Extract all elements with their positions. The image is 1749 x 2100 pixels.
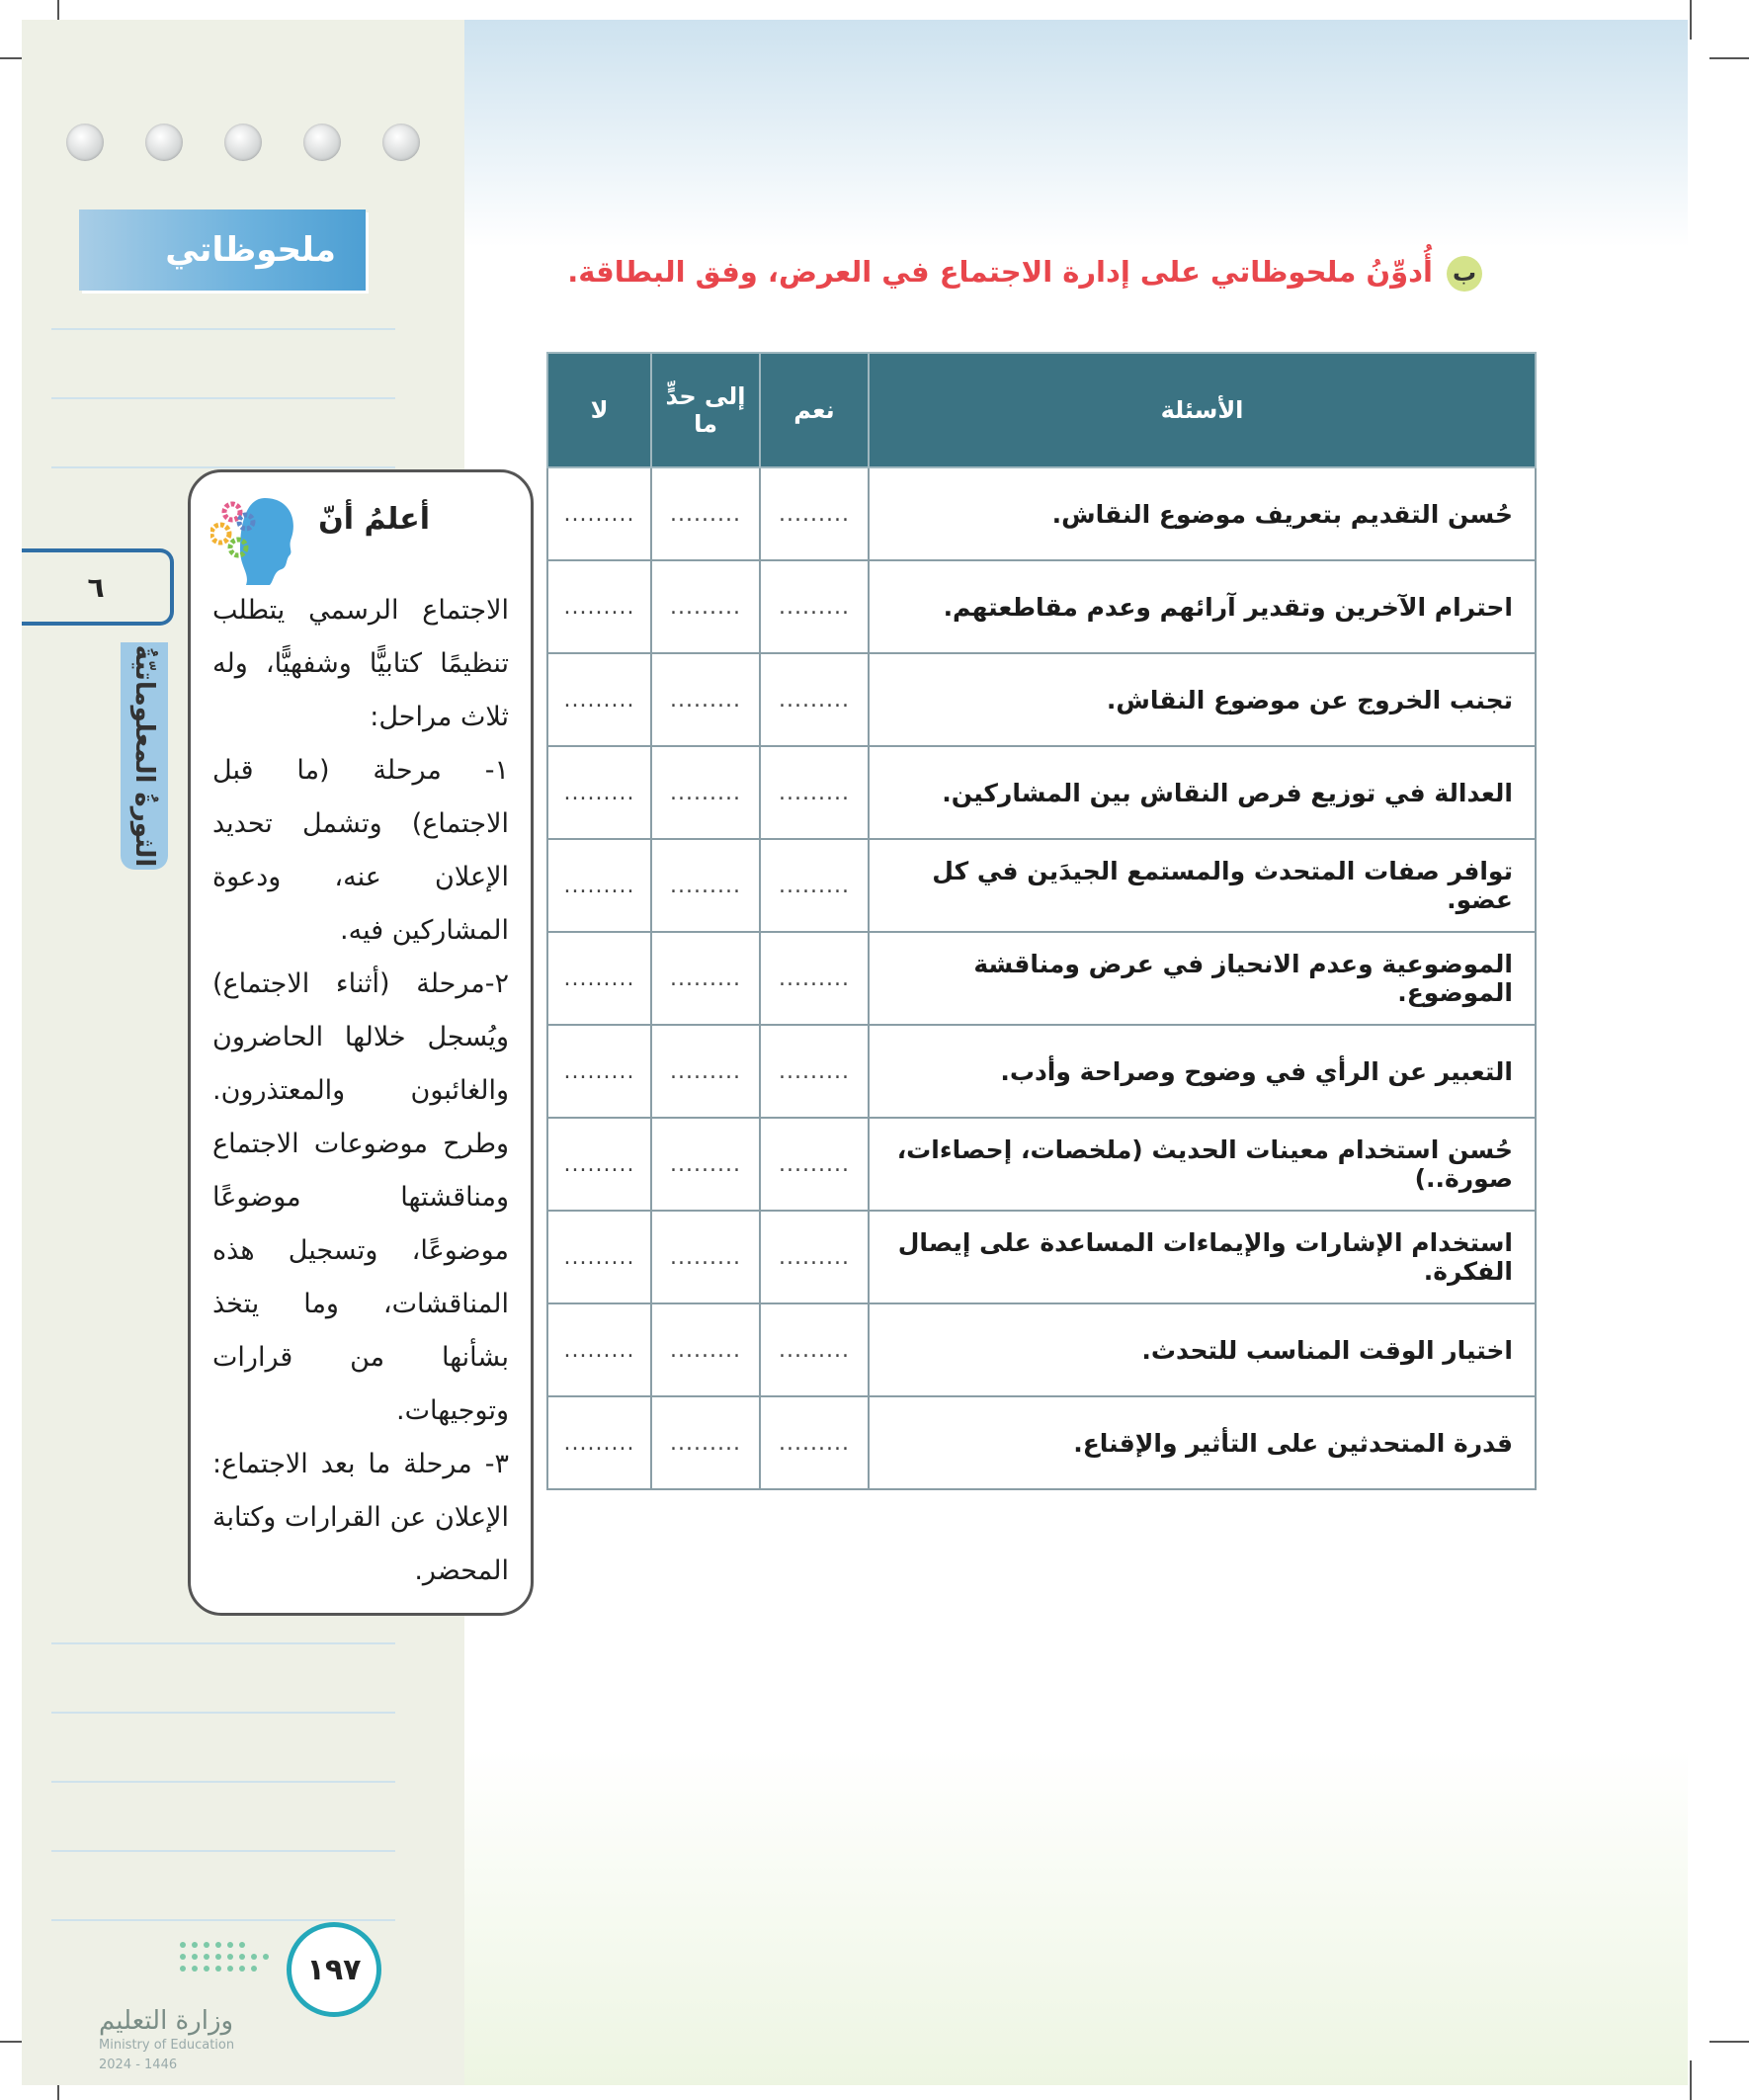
answer-somewhat-cell[interactable]: ......... — [651, 467, 760, 560]
note-line — [51, 1850, 395, 1852]
answer-somewhat-cell[interactable]: ......... — [651, 1396, 760, 1489]
head-gears-icon — [210, 490, 299, 589]
page-number: ١٩٧ — [287, 1922, 381, 2017]
header-questions: الأسئلة — [869, 353, 1536, 467]
edition-year: 2024 - 1446 — [99, 2058, 178, 2072]
notes-banner: ملحوظاتي — [79, 210, 366, 291]
info-stage-3: ٣- مرحلة ما بعد الاجتماع: الإعلان عن القرارات وكتابة المحضر. — [212, 1449, 509, 1586]
answer-yes-cell[interactable]: ......... — [760, 1211, 869, 1303]
answer-somewhat-cell[interactable]: ......... — [651, 1211, 760, 1303]
chapter-title: الثورةُ المعلوماتيّةُ — [129, 644, 159, 868]
info-box — [188, 469, 534, 1616]
table-row — [547, 560, 1536, 653]
answer-somewhat-cell[interactable]: ......... — [651, 1025, 760, 1118]
answer-somewhat-cell[interactable]: ......... — [651, 839, 760, 932]
info-box-text — [212, 584, 509, 1598]
binder-holes — [66, 124, 420, 161]
question-cell: احترام الآخرين وتقدير آرائهم وعدم مقاطعتهم. — [869, 560, 1536, 653]
answer-yes-cell[interactable]: ......... — [760, 1025, 869, 1118]
question-cell: العدالة في توزيع فرص النقاش بين المشاركين. — [869, 746, 1536, 839]
answer-somewhat-cell[interactable]: ......... — [651, 746, 760, 839]
answer-yes-cell[interactable]: ......... — [760, 839, 869, 932]
note-line — [51, 466, 395, 468]
chapter-tab — [121, 642, 168, 870]
table-row — [547, 839, 1536, 932]
table-row — [547, 1118, 1536, 1211]
answer-no-cell[interactable]: ......... — [547, 1303, 651, 1396]
table-row — [547, 1211, 1536, 1303]
table-row — [547, 467, 1536, 560]
answer-yes-cell[interactable]: ......... — [760, 746, 869, 839]
answer-no-cell[interactable]: ......... — [547, 746, 651, 839]
note-line — [51, 1781, 395, 1783]
info-stage-2: ٢-مرحلة (أثناء الاجتماع) ويُسجل خلالها الحاضرون والغائبون والمعتذرون. وطرح موضوعات الاجتماع ومناقشتها موضوعًا موضوعًا، وتسجيل هذه المناقشات، وما يتخذ بشأنها من قرارات وتوجيهات. — [212, 968, 509, 1426]
answer-yes-cell[interactable]: ......... — [760, 560, 869, 653]
binder-hole — [66, 124, 104, 161]
header-no: لا — [547, 353, 651, 467]
observation-card-table — [546, 352, 1537, 1490]
answer-no-cell[interactable]: ......... — [547, 1025, 651, 1118]
answer-no-cell[interactable]: ......... — [547, 1118, 651, 1211]
table-header-row — [547, 353, 1536, 467]
answer-no-cell[interactable]: ......... — [547, 932, 651, 1025]
question-cell: قدرة المتحدثين على التأثير والإقناع. — [869, 1396, 1536, 1489]
item-marker: ب — [1447, 256, 1482, 292]
answer-no-cell[interactable]: ......... — [547, 1396, 651, 1489]
info-stage-1: ١- مرحلة (ما قبل الاجتماع) وتشمل تحديد الإعلان عنه، ودعوة المشاركين فيه. — [212, 755, 509, 946]
answer-no-cell[interactable]: ......... — [547, 467, 651, 560]
question-cell: توافر صفات المتحدث والمستمع الجيدَين في كل عضو. — [869, 839, 1536, 932]
table-row — [547, 932, 1536, 1025]
answer-no-cell[interactable]: ......... — [547, 839, 651, 932]
answer-somewhat-cell[interactable]: ......... — [651, 560, 760, 653]
question-cell: الموضوعية وعدم الانحياز في عرض ومناقشة الموضوع. — [869, 932, 1536, 1025]
table-row — [547, 746, 1536, 839]
table-row — [547, 1303, 1536, 1396]
question-cell: اختيار الوقت المناسب للتحدث. — [869, 1303, 1536, 1396]
note-line — [51, 1642, 395, 1644]
answer-yes-cell[interactable]: ......... — [760, 1303, 869, 1396]
ministry-name-ar: وزارة التعليم — [99, 2006, 234, 2036]
answer-no-cell[interactable]: ......... — [547, 560, 651, 653]
crop-mark — [1690, 0, 1692, 40]
crop-mark — [1709, 2041, 1749, 2043]
binder-hole — [303, 124, 341, 161]
header-yes: نعم — [760, 353, 869, 467]
binder-hole — [382, 124, 420, 161]
table-row — [547, 1396, 1536, 1489]
question-cell: تجنب الخروج عن موضوع النقاش. — [869, 653, 1536, 746]
answer-somewhat-cell[interactable]: ......... — [651, 1118, 760, 1211]
info-intro: الاجتماع الرسمي يتطلب تنظيمًا كتابيًّا وشفهيًّا، وله ثلاث مراحل: — [212, 595, 509, 732]
ministry-name-en: Ministry of Education — [99, 2038, 235, 2053]
answer-no-cell[interactable]: ......... — [547, 1211, 651, 1303]
table-row — [547, 653, 1536, 746]
answer-yes-cell[interactable]: ......... — [760, 1118, 869, 1211]
note-line — [51, 397, 395, 399]
crop-mark — [1709, 57, 1749, 59]
question-cell: حُسن استخدام معينات الحديث (ملخصات، إحصاءات، صورة..) — [869, 1118, 1536, 1211]
header-somewhat: إلى حدٍّ ما — [651, 353, 760, 467]
answer-yes-cell[interactable]: ......... — [760, 932, 869, 1025]
chapter-number: ٦ — [22, 548, 174, 626]
answer-yes-cell[interactable]: ......... — [760, 1396, 869, 1489]
crop-mark — [1690, 2060, 1692, 2100]
binder-hole — [224, 124, 262, 161]
info-box-title: أعلمُ أنّ — [318, 502, 430, 537]
answer-somewhat-cell[interactable]: ......... — [651, 653, 760, 746]
table-row — [547, 1025, 1536, 1118]
question-cell: حُسن التقديم بتعريف موضوع النقاش. — [869, 467, 1536, 560]
instruction — [567, 255, 1482, 292]
answer-yes-cell[interactable]: ......... — [760, 653, 869, 746]
question-cell: استخدام الإشارات والإيماءات المساعدة على إيصال الفكرة. — [869, 1211, 1536, 1303]
note-line — [51, 1919, 395, 1921]
binder-hole — [145, 124, 183, 161]
answer-yes-cell[interactable]: ......... — [760, 467, 869, 560]
answer-somewhat-cell[interactable]: ......... — [651, 932, 760, 1025]
answer-somewhat-cell[interactable]: ......... — [651, 1303, 760, 1396]
question-cell: التعبير عن الرأي في وضوح وصراحة وأدب. — [869, 1025, 1536, 1118]
ministry-logo-icon — [173, 1935, 292, 1984]
answer-no-cell[interactable]: ......... — [547, 653, 651, 746]
note-line — [51, 1712, 395, 1714]
instruction-text: أُدوِّنُ ملحوظاتي على إدارة الاجتماع في العرض، وفق البطاقة. — [567, 255, 1433, 289]
note-line — [51, 328, 395, 330]
